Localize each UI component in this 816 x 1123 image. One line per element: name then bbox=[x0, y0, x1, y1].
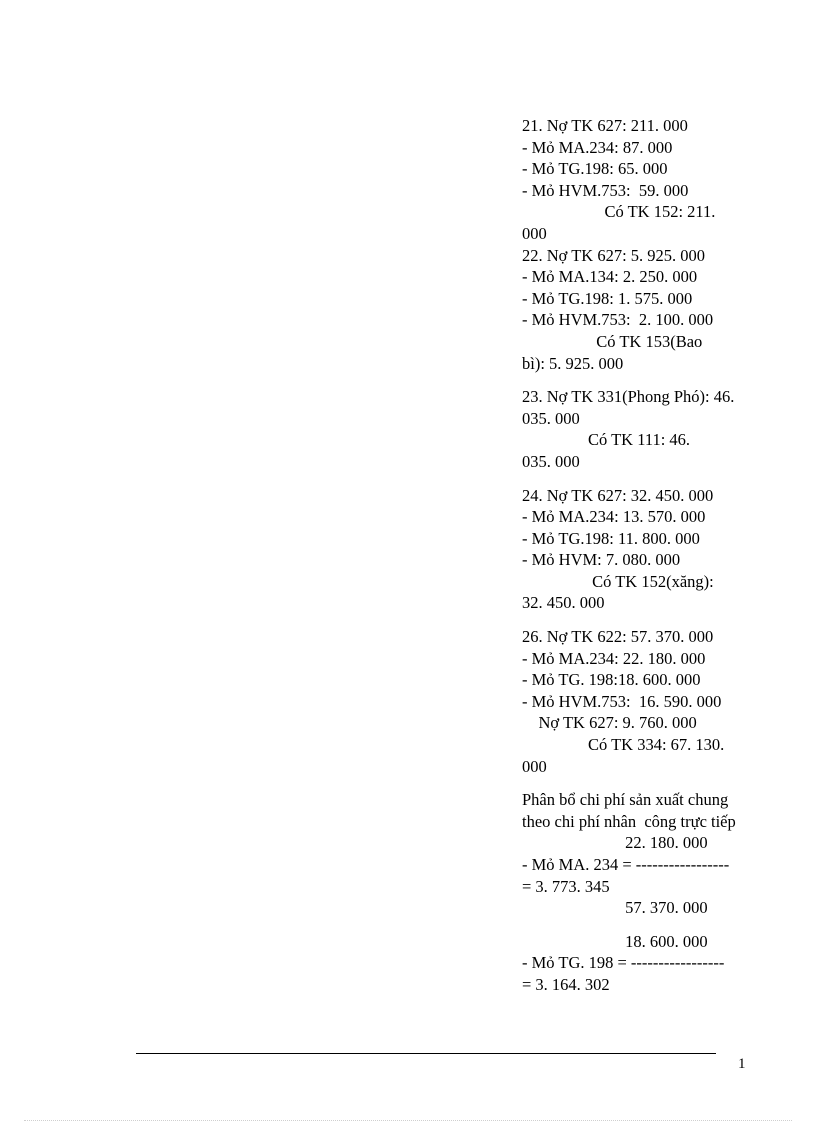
allocation-section-2 bbox=[522, 931, 774, 996]
spacer bbox=[522, 777, 774, 789]
text-line: Có TK 153(Bao bbox=[522, 331, 703, 351]
spacer bbox=[522, 374, 774, 386]
fraction-result: = 3. 773. 345 bbox=[522, 876, 610, 896]
text-line: - Mỏ MA.134: 2. 250. 000 bbox=[522, 267, 698, 287]
fraction-denominator: 57. 370. 000 bbox=[522, 898, 708, 918]
text-line: bì): 5. 925. 000 bbox=[522, 353, 624, 373]
entry-24 bbox=[522, 485, 774, 615]
text-line: 000 bbox=[522, 223, 547, 243]
text-line: Nợ TK 627: 9. 760. 000 bbox=[522, 713, 697, 733]
text-line: - Mỏ TG.198: 11. 800. 000 bbox=[522, 528, 700, 548]
text-line: Có TK 111: 46. bbox=[522, 430, 691, 450]
spacer bbox=[522, 919, 774, 931]
page-bottom-border bbox=[24, 1120, 792, 1121]
document-body bbox=[522, 115, 774, 996]
fraction-line: - Mỏ MA. 234 = ----------------- bbox=[522, 855, 730, 874]
spacer bbox=[522, 473, 774, 485]
text-line: - Mỏ HVM.753: 59. 000 bbox=[522, 180, 689, 200]
text-line: Có TK 152: 211. bbox=[522, 202, 716, 222]
text-line: 22. Nợ TK 627: 5. 925. 000 bbox=[522, 245, 706, 265]
text-line: - Mỏ MA.234: 22. 180. 000 bbox=[522, 648, 706, 668]
section-heading: Phân bổ chi phí sản xuất chung bbox=[522, 790, 729, 810]
allocation-section bbox=[522, 789, 774, 919]
text-line: 000 bbox=[522, 756, 547, 776]
text-line: Có TK 152(xăng): bbox=[522, 571, 714, 591]
entry-23 bbox=[522, 386, 774, 472]
section-heading: theo chi phí nhân công trực tiếp bbox=[522, 811, 736, 831]
fraction-numerator: 18. 600. 000 bbox=[522, 931, 708, 951]
text-line: 035. 000 bbox=[522, 408, 580, 428]
text-line: - Mỏ MA.234: 87. 000 bbox=[522, 137, 673, 157]
text-line: 21. Nợ TK 627: 211. 000 bbox=[522, 116, 688, 135]
text-line: 23. Nợ TK 331(Phong Phó): 46. bbox=[522, 387, 735, 407]
text-line: Có TK 334: 67. 130. bbox=[522, 735, 725, 755]
text-line: - Mỏ TG. 198:18. 600. 000 bbox=[522, 670, 701, 690]
text-line: 32. 450. 000 bbox=[522, 593, 605, 613]
spacer bbox=[522, 614, 774, 626]
text-line: - Mỏ HVM: 7. 080. 000 bbox=[522, 550, 681, 570]
text-line: - Mỏ TG.198: 65. 000 bbox=[522, 159, 668, 179]
footer-divider bbox=[136, 1053, 716, 1054]
text-line: 26. Nợ TK 622: 57. 370. 000 bbox=[522, 627, 714, 647]
entry-21 bbox=[522, 115, 774, 245]
text-line: - Mỏ TG.198: 1. 575. 000 bbox=[522, 288, 693, 308]
page-number: 1 bbox=[738, 1056, 746, 1072]
fraction-result: = 3. 164. 302 bbox=[522, 974, 610, 994]
fraction-numerator: 22. 180. 000 bbox=[522, 833, 708, 853]
entry-26 bbox=[522, 626, 774, 777]
text-line: - Mỏ HVM.753: 2. 100. 000 bbox=[522, 310, 714, 330]
text-line: 035. 000 bbox=[522, 451, 580, 471]
text-line: - Mỏ HVM.753: 16. 590. 000 bbox=[522, 691, 722, 711]
fraction-line: - Mỏ TG. 198 = ----------------- bbox=[522, 953, 725, 973]
text-line: 24. Nợ TK 627: 32. 450. 000 bbox=[522, 485, 714, 505]
entry-22 bbox=[522, 245, 774, 375]
text-line: - Mỏ MA.234: 13. 570. 000 bbox=[522, 507, 706, 527]
